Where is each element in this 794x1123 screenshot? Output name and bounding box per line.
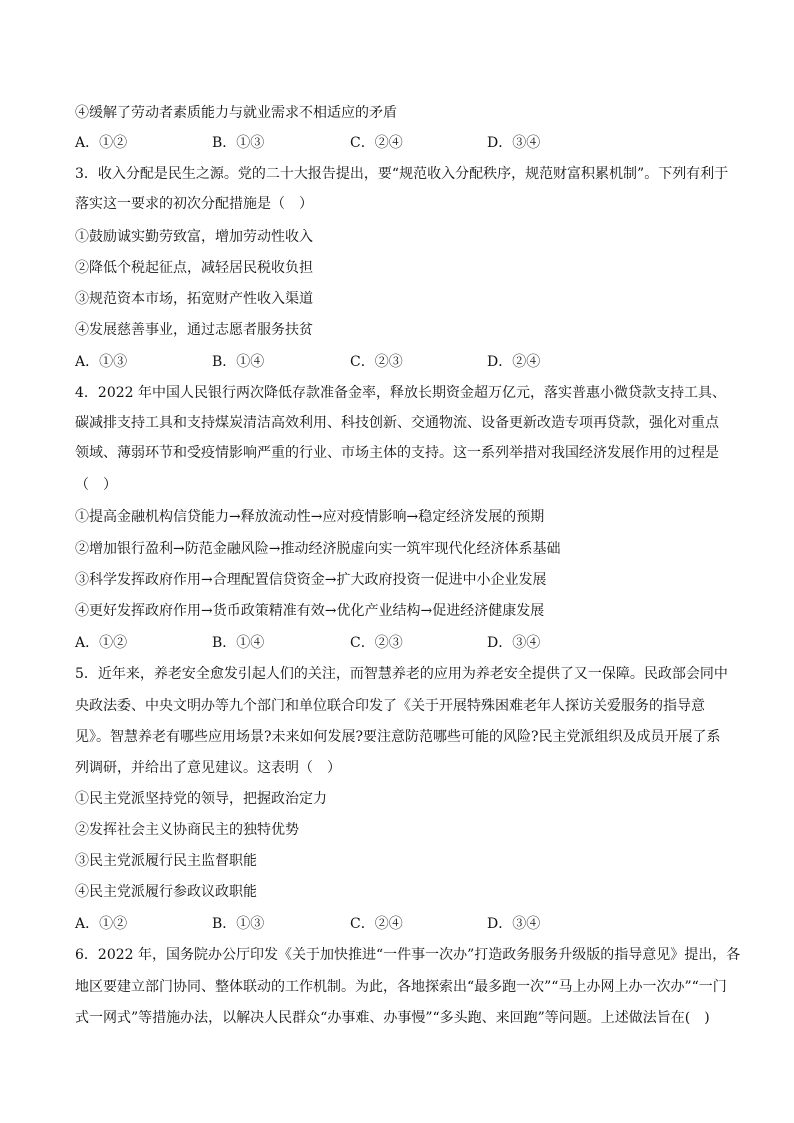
q3-option-c: C．②③ [350, 354, 403, 370]
q4-item-3: ③科学发挥政府作用→合理配置信贷资金→扩大政府投资一促进中小企业发展 [75, 572, 547, 588]
q5-option-d: D．③④ [487, 916, 541, 932]
q4-option-b: B．①④ [212, 635, 265, 651]
q5-option-b: B．①③ [212, 916, 265, 932]
q5-item-4: ④民主党派履行参政议政职能 [75, 884, 257, 900]
q4-option-a: A．①② [75, 635, 128, 651]
q5-option-a: A．①② [75, 916, 128, 932]
q5-item-3: ③民主党派履行民主监督职能 [75, 853, 257, 869]
q6-stem-line: 地区要建立部门协同、整体联动的工作机制。为此，各地探索出“最多跑一次”“马上办网上办一次办”“一门 [75, 979, 727, 995]
q2-options [75, 134, 725, 152]
q3-item-2: ②降低个税起征点，减轻居民税收负担 [75, 260, 313, 276]
q5-stem-line: 央政法委、中央文明办等九个部门和单位联合印发了《关于开展特殊困难老年人探访关爱服务的指导意 [75, 698, 705, 714]
q4-stem-line: （ ） [75, 477, 117, 493]
q3-options [75, 353, 725, 371]
q2-option-a: A．①② [75, 135, 128, 151]
q5-option-c: C．②④ [350, 916, 403, 932]
q5-stem-line: 5．近年来，养老安全愈发引起人们的关注，而智慧养老的应用为养老安全提供了又一保障。民政部会同中 [75, 666, 728, 682]
q4-option-c: C．②③ [350, 635, 403, 651]
q3-option-a: A．①③ [75, 354, 128, 370]
q4-options [75, 634, 725, 652]
q5-stem-line: 列调研，并给出了意见建议。这表明（ ） [75, 760, 341, 776]
q3-stem-line: 落实这一要求的初次分配措施是（ ） [75, 196, 313, 212]
q5-item-2: ②发挥社会主义协商民主的独特优势 [75, 822, 299, 838]
q3-stem-line: 3．收入分配是民生之源。党的二十大报告提出，要“规范收入分配秩序，规范财富积累机制”。下列有利于 [75, 166, 729, 182]
q4-option-d: D．③④ [487, 635, 541, 651]
q2-item-4: ④缓解了劳动者素质能力与就业需求不相适应的矛盾 [75, 105, 397, 121]
q5-item-1: ①民主党派坚持党的领导，把握政治定力 [75, 791, 327, 807]
q3-item-1: ①鼓励诚实勤劳致富，增加劳动性收入 [75, 229, 313, 245]
q3-item-4: ④发展慈善事业，通过志愿者服务扶贫 [75, 322, 313, 338]
q2-option-d: D．③④ [487, 135, 541, 151]
q4-stem-line: 4．2022 年中国人民银行两次降低存款准备金率，释放长期资金超万亿元，落实普惠小微贷款支持工具、 [75, 385, 726, 401]
q4-item-1: ①提高金融机构信贷能力→释放流动性→应对疫情影响→稳定经济发展的预期 [75, 509, 545, 525]
q4-item-4: ④更好发挥政府作用→货币政策精准有效→优化产业结构→促进经济健康发展 [75, 603, 545, 619]
q4-stem-line: 碳减排支持工具和支持煤炭清洁高效利用、科技创新、交通物流、设备更新改造专项再贷款，强化对重点 [75, 415, 719, 431]
q6-stem-line: 6．2022 年，国务院办公厅印发《关于加快推进“一件事一次办”打造政务服务升级版的指导意见》提出，各 [75, 947, 741, 963]
q4-item-2: ②增加银行盈利→防范金融风险→推动经济脱虚向实一筑牢现代化经济体系基础 [75, 541, 561, 557]
q5-options [75, 915, 725, 933]
q2-option-c: C．②④ [350, 135, 403, 151]
q3-item-3: ③规范资本市场，拓宽财产性收入渠道 [75, 291, 313, 307]
q2-option-b: B．①③ [212, 135, 265, 151]
q3-option-d: D．②④ [487, 354, 541, 370]
q4-stem-line: 领域、薄弱环节和受疫情影响严重的行业、市场主体的支持。这一系列举措对我国经济发展作用的过程是 [75, 445, 719, 461]
q5-stem-line: 见》。智慧养老有哪些应用场景?未来如何发展?要注意防范哪些可能的风险?民主党派组织及成员开展了系 [75, 729, 721, 745]
q6-stem-line: 式一网式”等措施办法，以解决人民群众“办事难、办事慢”“多头跑、来回跑”等问题。上述做法旨在( ) [75, 1010, 710, 1026]
q3-option-b: B．①④ [212, 354, 265, 370]
